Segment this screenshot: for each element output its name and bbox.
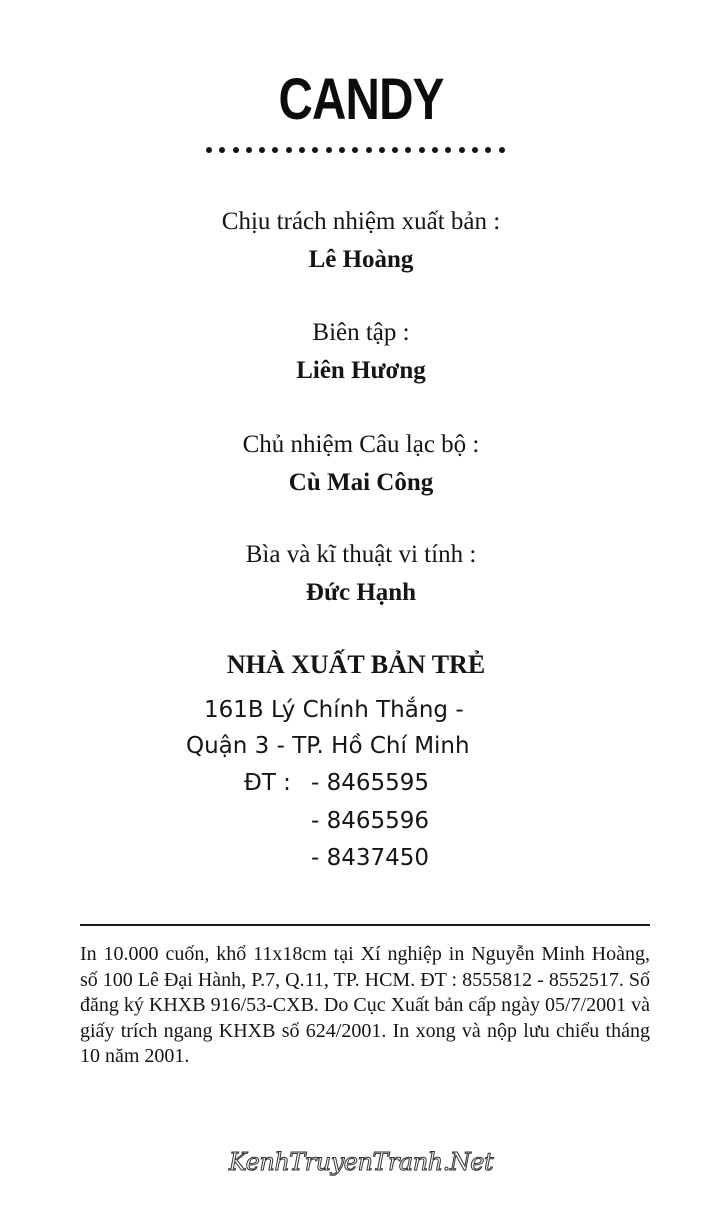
- credit-club-head: [0, 430, 722, 498]
- watermark-text: KenhTruyenTranh.Net: [228, 1148, 494, 1176]
- credit-role: Bìa và kĩ thuật vi tính :: [245, 541, 477, 568]
- credit-name: Đức Hạnh: [305, 579, 417, 606]
- credit-cover-design: [0, 540, 722, 608]
- print-info: In 10.000 cuốn, khổ 11x18cm tại Xí nghiệp in Nguyễn Minh Hoàng, số 100 Lê Đại Hành, P.7, Q.11, TP. HCM. ĐT : 8555812 - 8552517. Số đăng ký KHXB 916/53-CXB. Do Cục Xuất bản cấp ngày 05/7/2001 và giấy trích ngang KHXB số 624/2001. In xong và nộp lưu chiểu tháng 10 năm 2001.: [80, 943, 650, 1067]
- phone-number: - 8465596: [311, 808, 430, 834]
- credit-role: Biên tập :: [312, 319, 410, 346]
- phone-number: - 8465595: [311, 770, 430, 796]
- publisher-address-line1: 161B Lý Chính Thắng -: [204, 697, 464, 723]
- publisher-address-line2: Quận 3 - TP. Hồ Chí Minh: [186, 733, 470, 759]
- publisher-block: [0, 650, 722, 680]
- publisher-name: NHÀ XUẤT BẢN TRẺ: [226, 650, 486, 679]
- book-title: CANDY: [278, 67, 444, 132]
- phone-number: - 8437450: [311, 845, 430, 871]
- credit-editor: [0, 318, 722, 386]
- credit-name: Liên Hương: [296, 357, 426, 384]
- credit-name: Lê Hoàng: [308, 246, 414, 273]
- credit-publisher-responsible: [0, 207, 722, 275]
- credit-name: Cù Mai Công: [288, 469, 434, 496]
- credit-role: Chịu trách nhiệm xuất bản :: [221, 208, 501, 235]
- credit-role: Chủ nhiệm Câu lạc bộ :: [242, 431, 480, 458]
- dotted-separator: [206, 143, 506, 157]
- phone-label: ĐT :: [244, 770, 291, 796]
- horizontal-rule: [80, 924, 650, 926]
